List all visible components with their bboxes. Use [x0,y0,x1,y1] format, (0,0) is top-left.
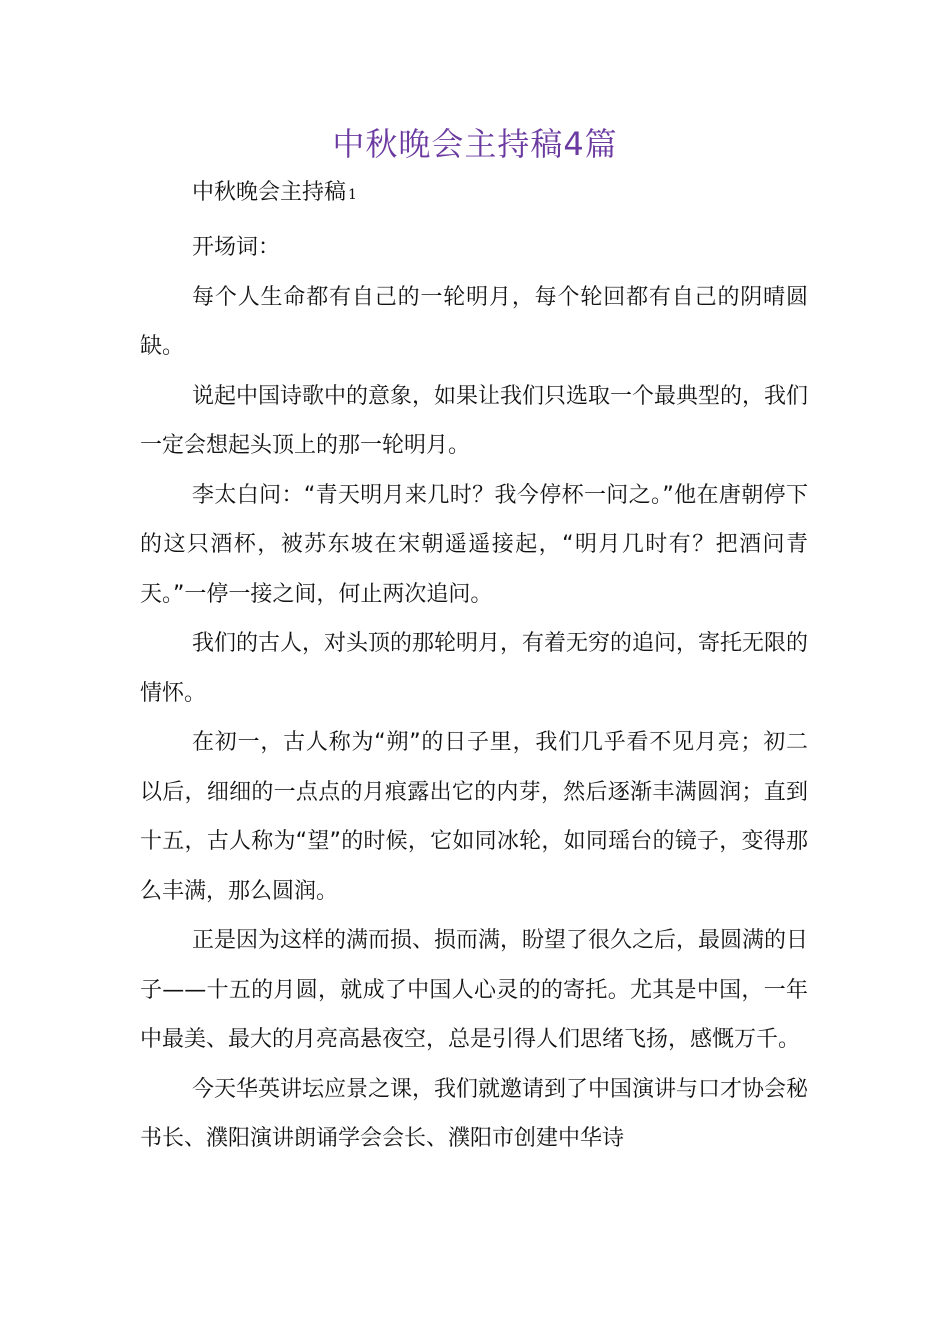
section-heading-text: 中秋晚会主持稿 [192,180,347,205]
paragraph: 我们的古人，对头顶的那轮明月，有着无穷的追问，寄托无限的情怀。 [140,631,809,706]
document-title: 中秋晚会主持稿4篇 [332,125,618,163]
paragraph: 说起中国诗歌中的意象，如果让我们只选取一个最典型的，我们一定会想起头顶上的那一轮明月。 [140,383,809,458]
paragraph: 在初一，古人称为“朔”的日子里，我们几乎看不见月亮；初二以后，细细的一点点的月痕露出它的内芽，然后逐渐丰满圆润；直到十五，古人称为“望”的时候，它如同冰轮，如同瑶台的镜子，变得那么丰满，那么圆润。 [140,730,809,904]
section-number: 1 [348,187,357,203]
paragraph: 今天华英讲坛应景之课，我们就邀请到了中国演讲与口才协会秘书长、濮阳演讲朗诵学会会长、濮阳市创建中华诗 [140,1076,809,1151]
paragraph: 开场词： [192,235,281,260]
section-heading [192,176,357,212]
paragraph: 每个人生命都有自己的一轮明月，每个轮回都有自己的阴晴圆缺。 [140,284,808,359]
document-body [140,223,808,1164]
paragraph: 李太白问：“青天明月来几时？我今停杯一问之。”他在唐朝停下的这只酒杯，被苏东坡在宋朝遥遥接起，“明月几时有？把酒问青天。”一停一接之间，何止两次追问。 [140,482,808,607]
paragraph: 正是因为这样的满而损、损而满，盼望了很久之后，最圆满的日子——十五的月圆，就成了中国人心灵的的寄托。尤其是中国，一年中最美、最大的月亮高悬夜空，总是引得人们思绪飞扬，感慨万千。 [140,928,809,1052]
